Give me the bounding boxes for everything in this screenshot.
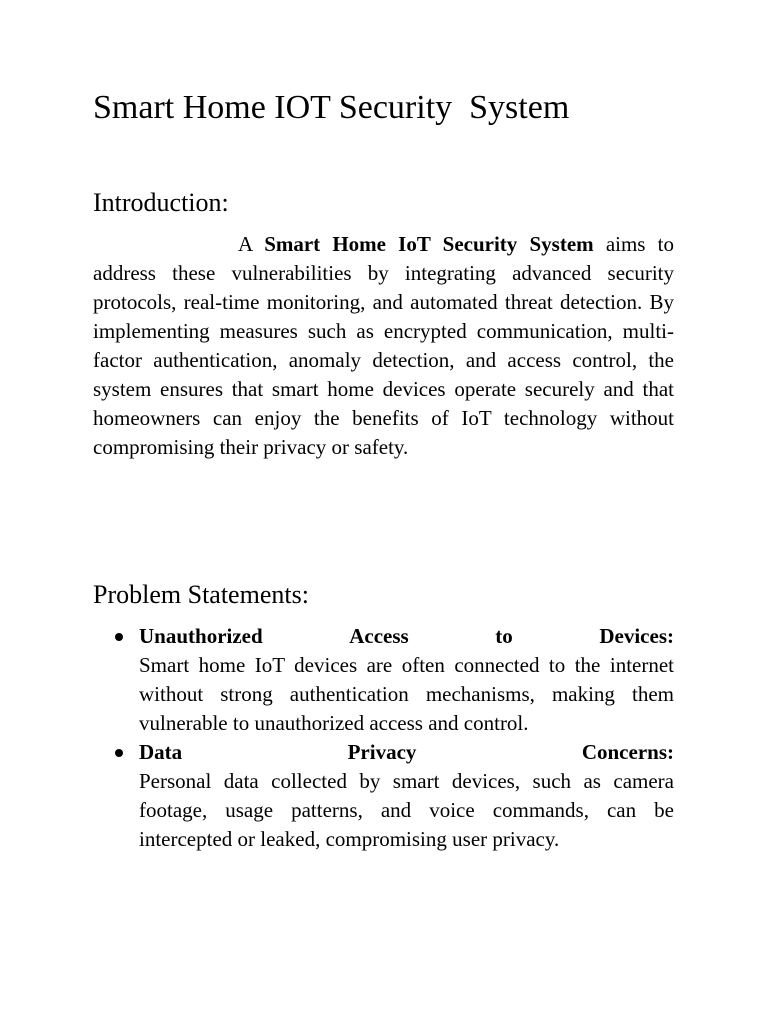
- heading-word: Access: [349, 624, 409, 648]
- problem-statements-list: [93, 622, 674, 854]
- system-name-bold: Smart Home IoT Security System: [264, 232, 594, 256]
- problem-item-heading: [139, 622, 674, 651]
- heading-word: Unauthorized: [139, 624, 263, 648]
- problem-item-text: Personal data collected by smart devices, such as camera footage, usage patterns, and voice commands, can be intercepted or leaked, compromising user privacy.: [139, 769, 674, 851]
- introduction-body: aims to address these vulnerabilities by integrating advanced security protocols, real-time monitoring, and automated threat detection. By implementing measures such as encrypted communication, multi-factor authentication, anomaly detection, and access control, the system ensures that smart home devices operate securely and that homeowners can enjoy the benefits of IoT technology without compromising their privacy or safety.: [93, 232, 674, 459]
- problem-item-heading: [139, 738, 674, 767]
- problem-item-data-privacy: [93, 738, 674, 854]
- bullet-icon: [115, 749, 123, 757]
- problem-statements-heading: Problem Statements:: [93, 580, 309, 609]
- introduction-heading: Introduction:: [93, 188, 229, 217]
- problem-item-text: Smart home IoT devices are often connected to the internet without strong authentication mechanisms, making them vulnerable to unauthorized access and control.: [139, 653, 674, 735]
- heading-word: Data: [139, 740, 183, 764]
- heading-word: to: [495, 624, 513, 648]
- heading-word: Devices:: [599, 624, 674, 648]
- introduction-paragraph: [93, 230, 674, 462]
- introduction-lead-in: A: [238, 232, 265, 256]
- problem-item-unauthorized-access: [93, 622, 674, 738]
- bullet-icon: [115, 633, 123, 641]
- document-title: Smart Home IOT Security System: [93, 89, 570, 126]
- heading-word: Concerns:: [581, 740, 674, 764]
- heading-word: Privacy: [347, 740, 417, 764]
